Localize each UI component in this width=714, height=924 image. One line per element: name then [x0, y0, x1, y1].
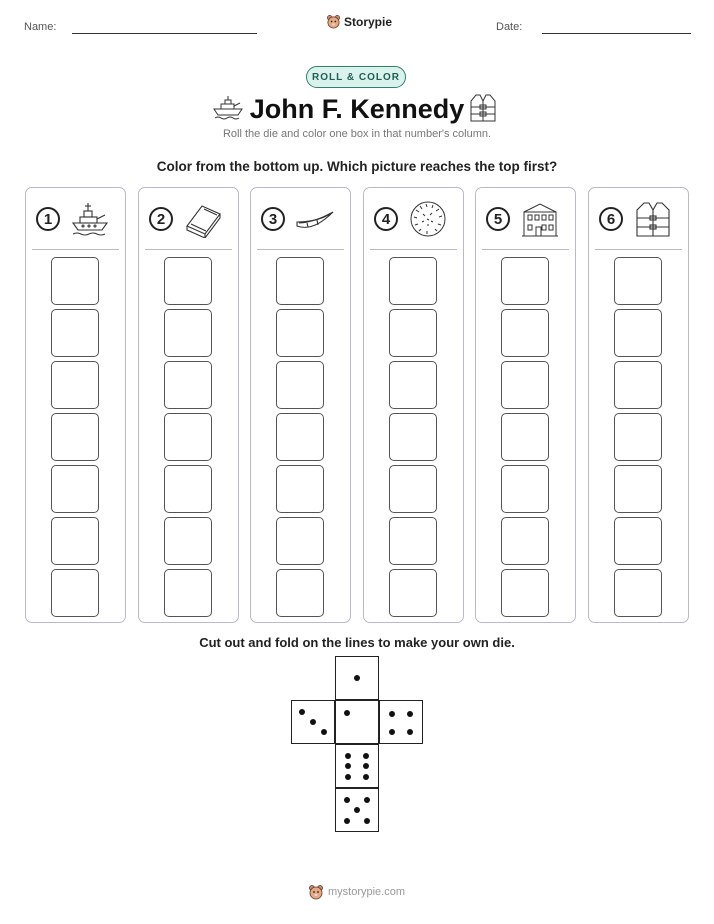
- color-box[interactable]: [164, 465, 212, 513]
- column-divider: [257, 249, 344, 250]
- color-box[interactable]: [51, 517, 99, 565]
- color-box[interactable]: [51, 309, 99, 357]
- die-pip: [345, 763, 351, 769]
- color-box[interactable]: [614, 309, 662, 357]
- color-box[interactable]: [614, 257, 662, 305]
- color-box[interactable]: [389, 361, 437, 409]
- die-pip: [344, 818, 350, 824]
- footer: [308, 884, 405, 900]
- column-1: [25, 187, 126, 623]
- date-label: Date:: [496, 21, 523, 33]
- color-box[interactable]: [501, 517, 549, 565]
- column-divider: [482, 249, 569, 250]
- die-pip: [389, 711, 395, 717]
- die-face-5[interactable]: [335, 788, 379, 832]
- storypie-mascot-icon: [308, 884, 324, 900]
- color-box[interactable]: [501, 309, 549, 357]
- die-pip: [364, 797, 370, 803]
- die-pip: [363, 753, 369, 759]
- color-box[interactable]: [164, 413, 212, 461]
- color-box[interactable]: [164, 257, 212, 305]
- column-divider: [595, 249, 682, 250]
- color-box[interactable]: [389, 413, 437, 461]
- color-box[interactable]: [614, 517, 662, 565]
- column-6: [588, 187, 689, 623]
- color-box[interactable]: [164, 517, 212, 565]
- color-box[interactable]: [51, 465, 99, 513]
- brand-logo: [326, 14, 392, 29]
- die-pip: [354, 807, 360, 813]
- color-box[interactable]: [389, 257, 437, 305]
- column-divider: [32, 249, 119, 250]
- storypie-mascot-icon: [326, 14, 341, 29]
- die-face-6[interactable]: [335, 744, 379, 788]
- color-box[interactable]: [614, 413, 662, 461]
- color-box[interactable]: [164, 361, 212, 409]
- color-box[interactable]: [276, 517, 324, 565]
- die-pip: [407, 729, 413, 735]
- column-4: [363, 187, 464, 623]
- die-face-4[interactable]: [379, 700, 423, 744]
- color-box[interactable]: [164, 309, 212, 357]
- column-number: 5: [486, 207, 510, 231]
- die-pip: [363, 774, 369, 780]
- color-box[interactable]: [51, 257, 99, 305]
- subtitle: Roll the die and color one box in that number's column.: [222, 128, 492, 140]
- life-jacket-icon: [468, 92, 498, 124]
- color-box[interactable]: [51, 361, 99, 409]
- column-number: 2: [149, 207, 173, 231]
- die-pip: [407, 711, 413, 717]
- color-box[interactable]: [501, 569, 549, 617]
- column-number: 1: [36, 207, 60, 231]
- house-icon: [520, 200, 560, 238]
- ship-icon: [70, 200, 110, 238]
- die-pip: [344, 710, 350, 716]
- color-box[interactable]: [501, 257, 549, 305]
- die-pip: [321, 729, 327, 735]
- color-box[interactable]: [614, 569, 662, 617]
- column-3: [250, 187, 351, 623]
- die-pip: [345, 753, 351, 759]
- brand-name: Storypie: [344, 14, 393, 29]
- color-box[interactable]: [389, 569, 437, 617]
- color-box[interactable]: [51, 413, 99, 461]
- color-box[interactable]: [614, 361, 662, 409]
- die-pip: [299, 709, 305, 715]
- footer-url[interactable]: mystorypie.com: [328, 886, 406, 898]
- roll-and-color-badge: ROLL & COLOR: [306, 66, 406, 88]
- date-line[interactable]: [542, 33, 691, 34]
- column-divider: [370, 249, 457, 250]
- color-box[interactable]: [276, 465, 324, 513]
- color-box[interactable]: [614, 465, 662, 513]
- die-face-3[interactable]: [291, 700, 335, 744]
- page-title: John F. Kennedy: [249, 94, 465, 124]
- cut-instruction: Cut out and fold on the lines to make your own die.: [199, 635, 515, 650]
- color-box[interactable]: [501, 413, 549, 461]
- name-line[interactable]: [72, 33, 257, 34]
- coconut-icon: [408, 200, 448, 238]
- column-number: 3: [261, 207, 285, 231]
- instruction-text: Color from the bottom up. Which picture reaches the top first?: [156, 159, 558, 174]
- column-divider: [145, 249, 232, 250]
- color-box[interactable]: [276, 361, 324, 409]
- color-box[interactable]: [501, 465, 549, 513]
- die-pip: [389, 729, 395, 735]
- die-pip: [344, 797, 350, 803]
- color-box[interactable]: [164, 569, 212, 617]
- die-pip: [364, 818, 370, 824]
- name-label: Name:: [24, 21, 57, 33]
- color-box[interactable]: [276, 569, 324, 617]
- die-pip: [354, 675, 360, 681]
- canoe-icon: [295, 200, 335, 238]
- color-box[interactable]: [51, 569, 99, 617]
- color-box[interactable]: [501, 361, 549, 409]
- life-jacket-icon: [633, 200, 673, 238]
- die-pip: [363, 763, 369, 769]
- die-pip: [345, 774, 351, 780]
- die-pip: [310, 719, 316, 725]
- color-box[interactable]: [389, 517, 437, 565]
- book-icon: [183, 200, 223, 238]
- column-number: 6: [599, 207, 623, 231]
- color-box[interactable]: [276, 413, 324, 461]
- color-box[interactable]: [276, 309, 324, 357]
- die-face-1[interactable]: [335, 656, 379, 700]
- column-2: [138, 187, 239, 623]
- die-face-1[interactable]: [335, 700, 379, 744]
- color-box[interactable]: [389, 309, 437, 357]
- column-5: [475, 187, 576, 623]
- color-box[interactable]: [389, 465, 437, 513]
- column-number: 4: [374, 207, 398, 231]
- color-box[interactable]: [276, 257, 324, 305]
